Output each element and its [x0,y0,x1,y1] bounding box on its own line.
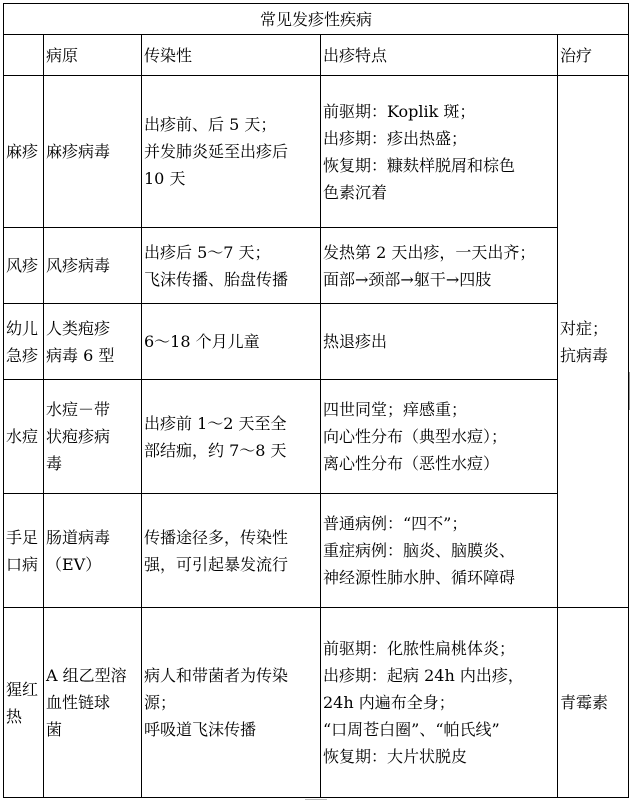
rash-cell: 前驱期：化脓性扁桃体炎； 出疹期：起病 24h 内出疹， 24h 内遍布全身； “口周苍白圈”、“帕氏线” 恢复期：大片状脱皮 [321,608,558,798]
pathogen-cell: 风疹病毒 [44,228,142,304]
table-row [4,76,629,228]
table-row [4,304,629,380]
disease-name-cell: 风疹 [4,228,44,304]
header-row [4,35,629,76]
header-pathogen: 病原 [44,35,142,76]
rash-cell: 发热第 2 天出疹，一天出齐； 面部→颈部→躯干→四肢 [321,228,558,304]
table-row [4,608,629,798]
page-edge-marker [629,372,633,410]
disease-name-cell: 幼儿 急疹 [4,304,44,380]
bottom-edge-marker [305,799,327,806]
rash-cell: 热退疹出 [321,304,558,380]
disease-name-cell: 水痘 [4,380,44,494]
header-contagious: 传染性 [142,35,321,76]
table-title: 常见发疹性疾病 [4,4,629,35]
treatment-shared-cell: 对症； 抗病毒 [558,76,629,608]
header-name [4,35,44,76]
pathogen-cell: 肠道病毒 （EV） [44,494,142,608]
rash-cell: 普通病例：“四不”； 重症病例：脑炎、脑膜炎、 神经源性肺水肿、循环障碍 [321,494,558,608]
contagious-cell: 传播途径多，传染性 强，可引起暴发流行 [142,494,321,608]
pathogen-cell: 水痘－带 状疱疹病 毒 [44,380,142,494]
disease-table [3,3,629,798]
pathogen-cell: 人类疱疹 病毒 6 型 [44,304,142,380]
header-treatment: 治疗 [558,35,629,76]
pathogen-cell: 麻疹病毒 [44,76,142,228]
disease-name-cell: 麻疹 [4,76,44,228]
rash-cell: 四世同堂；痒感重； 向心性分布（典型水痘）； 离心性分布（恶性水痘） [321,380,558,494]
disease-name-cell: 猩红 热 [4,608,44,798]
table-row [4,494,629,608]
contagious-cell: 出疹后 5～7 天； 飞沫传播、胎盘传播 [142,228,321,304]
table-row [4,380,629,494]
header-rash: 出疹特点 [321,35,558,76]
contagious-cell: 出疹前 1～2 天至全 部结痂，约 7～8 天 [142,380,321,494]
disease-name-cell: 手足 口病 [4,494,44,608]
contagious-cell: 病人和带菌者为传染 源； 呼吸道飞沫传播 [142,608,321,798]
table-row [4,228,629,304]
treatment-cell: 青霉素 [558,608,629,798]
rash-cell: 前驱期：Koplik 斑； 出疹期：疹出热盛； 恢复期：糠麸样脱屑和棕色 色素沉着 [321,76,558,228]
pathogen-cell: A 组乙型溶 血性链球 菌 [44,608,142,798]
contagious-cell: 6～18 个月儿童 [142,304,321,380]
contagious-cell: 出疹前、后 5 天； 并发肺炎延至出疹后 10 天 [142,76,321,228]
